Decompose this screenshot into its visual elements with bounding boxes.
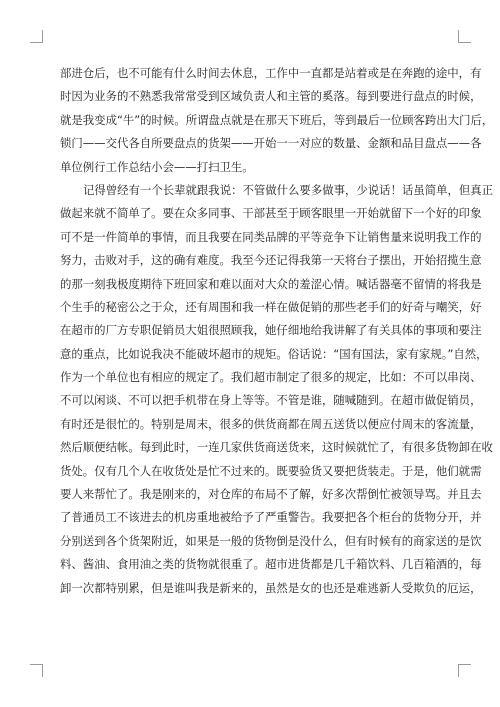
text-line: 意的重点，比如说我决不能破坏超市的规矩。俗话说：“国有国法，家有家规。”自然， [60, 346, 488, 361]
text-line: 了普通员工不该进去的机房重地被给予了严重警告。我要把各个柜台的货物分开，并 [60, 510, 482, 525]
text-line: 可不是一件简单的事情，而且我要在同类品牌的平等竞争下让销售量来说明我工作的 [60, 229, 482, 244]
text-line: 在超市的厂方专职促销员大姐很照顾我，她仔细地给我讲解了有关具体的事项和要注 [60, 323, 482, 338]
text-line: 要人来帮忙了。我是刚来的，对仓库的布局不了解，好多次帮倒忙被领导骂。并且去 [60, 487, 482, 502]
text-line: 单位例行工作总结小会——打扫卫生。 [60, 159, 254, 174]
text-line: 然后顺便结帐。每到此时，一连几家供货商送货来，这时候就忙了，有很多货物卸在收 [60, 440, 493, 455]
paragraph-first-line: 记得曾经有一个长辈就跟我说：不管做什么要多做事，少说话！话虽简单，但真正 [83, 182, 494, 197]
text-line: 作为一个单位也有相应的规定了。我们超市制定了很多的规定，比如：不可以串岗、 [60, 370, 482, 385]
text-line: 锁门——交代各自所要盘点的货架——开始一一对应的数量、金额和品目盘点——各 [60, 136, 482, 151]
text-line: 时因为业务的不熟悉我常常受到区域负责人和主管的奚落。每到要进行盘点的时候， [60, 89, 482, 104]
document-body [60, 62, 494, 600]
crop-mark-top-right [458, 30, 471, 43]
text-line: 努力，击败对手，这的确有难度。我至今还记得我第一天将台子摆出，开始招揽生意 [60, 253, 482, 268]
text-line: 部进仓后，也不可能有什么时间去休息，工作中一直都是站着或是在奔跑的途中，有 [60, 66, 482, 80]
text-line: 不可以闲谈、不可以把手机带在身上等等。不管是谁，随喊随到。在超市做促销员， [60, 393, 482, 408]
crop-mark-bottom-left [30, 664, 43, 677]
text-line: 做起来就不简单了。要在众多同事、干部甚至于顾客眼里一开始就留下一个好的印象 [60, 206, 482, 221]
crop-mark-bottom-right [458, 664, 471, 677]
crop-mark-top-left [30, 30, 43, 43]
text-line: 的那一刻我极度期待下班回家和难以面对大众的羞涩心情。喊话器毫不留情的将我是 [60, 276, 482, 291]
text-line: 有时还是很忙的。特别是周末，很多的供货商都在周五送货以便应付周末的客流量， [60, 416, 482, 431]
text-line: 卸一次都特别累，但是谁叫我是新来的，虽然是女的也还是难逃新人受欺负的厄运， [60, 580, 482, 595]
text-line: 分别送到各个货架附近，如果是一般的货物倒是没什么，但有时候有的商家送的是饮 [60, 533, 482, 548]
text-line: 料、酱油、食用油之类的货物就很重了。超市进货都是几千箱饮料、几百箱酒的，每 [60, 557, 482, 572]
text-line: 个生手的秘密公之于众，还有周围和我一样在做促销的那些老手们的好奇与嘲笑，好 [60, 299, 482, 314]
text-line: 就是我变成“牛”的时候。所谓盘点就是在那天下班后，等到最后一位顾客跨出大门后， [60, 112, 494, 127]
text-line: 货处。仅有几个人在收货处是忙不过来的。既要验货又要把货装走。于是，他们就需 [60, 463, 482, 478]
